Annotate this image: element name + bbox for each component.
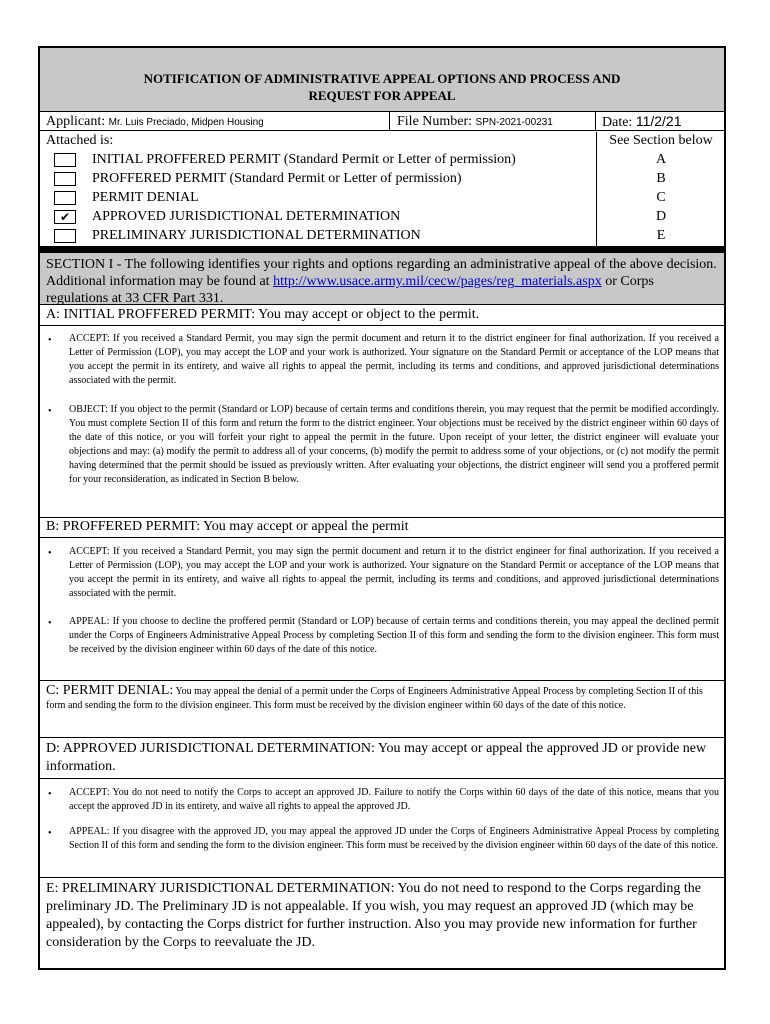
section-a-object-text: OBJECT: If you object to the permit (Standard or LOP) because of certain terms and conditions therein, you may request that the permit be modified accordingly. You must complete Section II of this form and return the form to the district engineer. Your objections must be received by the district engineer within 60 days of the date of this notice, or you will forfeit your right to appeal the permit in the future. Upon receipt of your letter, the district engineer will evaluate your objections and may: (a) modify the permit to address all of your concerns, (b) modify the permit to address some of your objections, or (c) not modify the permit having determined that the permit should be issued as previously written. After evaluating your objections, the district engineer will send you a proffered permit for your reconsideration, as indicated in Section B below. — [69, 404, 719, 485]
bullet: • — [48, 789, 52, 800]
applicant-row — [40, 112, 724, 131]
option-preliminary-jd: PRELIMINARY JURISDICTIONAL DETERMINATION — [92, 228, 421, 243]
divider — [40, 877, 724, 878]
section-1-text: SECTION I - The following identifies your rights and options regarding an administrative appeal of the above decision. Additional information may be found at — [46, 257, 717, 289]
checkbox-permit-denial[interactable] — [54, 191, 76, 205]
checkbox-initial-proffered-permit[interactable] — [54, 153, 76, 167]
bullet: • — [48, 335, 52, 346]
option-proffered-permit: PROFFERED PERMIT (Standard Permit or Letter of permission) — [92, 171, 462, 186]
section-1-intro — [40, 253, 724, 305]
divider — [40, 325, 724, 326]
title-line-1: NOTIFICATION OF ADMINISTRATIVE APPEAL OPTIONS AND PROCESS AND — [143, 71, 621, 86]
divider — [40, 680, 724, 681]
section-letter-b: B — [656, 171, 666, 186]
section-c-text: You may appeal the denial of a permit under the Corps of Engineers Administrative Appeal Process by completing Section II of this form and sending the form to the division engineer. This form must be received by the division engineer within 60 days of the date of this notice. — [46, 686, 703, 711]
file-number-label: File Number: — [397, 114, 473, 129]
attached-label: Attached is: — [46, 133, 114, 148]
applicant-value: Mr. Luis Preciado, Midpen Housing — [108, 117, 264, 128]
section-letter-c: C — [656, 190, 666, 205]
checkbox-approved-jd[interactable]: ✔ — [54, 210, 76, 224]
see-section-label: See Section below — [609, 133, 713, 148]
divider-bar — [40, 246, 724, 253]
option-approved-jd: APPROVED JURISDICTIONAL DETERMINATION — [92, 209, 401, 224]
section-d-appeal-text: APPEAL: If you disagree with the approved JD, you may appeal the approved JD under the Corps of Engineers Administrative Appeal Process by completing Section II of this form and sending the form to the division engineer. This form must be received by the division engineer within 60 days of the date of this notice. — [69, 826, 719, 851]
file-number-value: SPN-2021-00231 — [475, 117, 553, 128]
checkbox-proffered-permit[interactable] — [54, 172, 76, 186]
section-letter-a: A — [655, 152, 667, 167]
date-value: 11/2/21 — [635, 113, 682, 129]
section-a-accept-text: ACCEPT: If you received a Standard Permit, you may sign the permit document and return it to the district engineer for final authorization. If you received a Letter of Permission (LOP), you may accept the LOP and your work is authorized. Your signature on the Standard Permit or acceptance of the LOP means that you accept the permit in its entirety, and waive all rights to appeal the permit, including its terms and conditions, and approved jurisdictional determinations associated with the permit. — [69, 333, 719, 386]
divider — [40, 737, 724, 738]
option-permit-denial: PERMIT DENIAL — [92, 190, 199, 205]
appeal-form — [38, 46, 726, 970]
section-letter-d: D — [655, 209, 667, 224]
applicant-cell — [40, 112, 390, 131]
date-label: Date: — [602, 115, 633, 130]
date-cell — [596, 112, 724, 131]
title-line-2: REQUEST FOR APPEAL — [308, 88, 456, 103]
checkbox-preliminary-jd[interactable] — [54, 229, 76, 243]
option-initial-proffered-permit: INITIAL PROFFERED PERMIT (Standard Permit or Letter of permission) — [92, 152, 516, 167]
form-title — [40, 48, 724, 112]
bullet: • — [48, 406, 52, 417]
section-c-heading: C: PERMIT DENIAL: — [46, 683, 174, 698]
section-d-accept-text: ACCEPT: You do not need to notify the Corps to accept an approved JD. Failure to notify the Corps within 60 days of the date of this notice, means that you accept the approved JD in its entirety, and waive all rights to appeal the approved JD. — [69, 787, 719, 812]
section-a-heading: A: INITIAL PROFFERED PERMIT: You may accept or object to the permit. — [46, 307, 480, 322]
section-letters-column — [596, 132, 725, 246]
section-c-block — [46, 684, 718, 713]
section-b-heading: B: PROFFERED PERMIT: You may accept or appeal the permit — [46, 519, 409, 534]
section-1-text-end: or Corps regulations at 33 CFR Part 331. — [46, 274, 654, 306]
section-e-heading: E: PRELIMINARY JURISDICTIONAL DETERMINATION: You do not need to respond to the Corps regarding the preliminary JD. The Preliminary JD is not appealable. If you wish, you may request an approved JD (which may be appealed), by contacting the Corps district for further instruction. Also you may provide new information for further consideration by the Corps to reevaluate the JD. — [46, 881, 701, 950]
bullet: • — [48, 618, 52, 629]
file-number-cell — [390, 112, 596, 131]
bullet: • — [48, 548, 52, 559]
section-b-appeal-text: APPEAL: If you choose to decline the proffered permit (Standard or LOP) because of certain terms and conditions therein, you may appeal the declined permit under the Corps of Engineers Administrative Appeal Process by completing Section II of this form and sending the form to the division engineer. This form must be received by the division engineer within 60 days of the date of this notice. — [69, 616, 719, 655]
applicant-label: Applicant: — [46, 114, 106, 129]
bullet: • — [48, 828, 52, 839]
section-letter-e: E — [656, 228, 666, 243]
regulations-link[interactable]: http://www.usace.army.mil/cecw/pages/reg_materials.aspx — [273, 274, 602, 289]
section-d-heading: D: APPROVED JURISDICTIONAL DETERMINATION: You may accept or appeal the approved JD or provide new information. — [46, 741, 707, 774]
attachments-block — [40, 132, 724, 246]
section-b-accept-text: ACCEPT: If you received a Standard Permit, you may sign the permit document and return it to the district engineer for final authorization. If you received a Letter of Permission (LOP), you may accept the LOP and your work is authorized. Your signature on the Standard Permit or acceptance of the LOP means that you accept the permit in its entirety, and waive all rights to appeal the permit, including its terms and conditions, and approved jurisdictional determinations associated with the permit. — [69, 546, 719, 599]
divider — [40, 778, 724, 779]
divider — [40, 537, 724, 538]
